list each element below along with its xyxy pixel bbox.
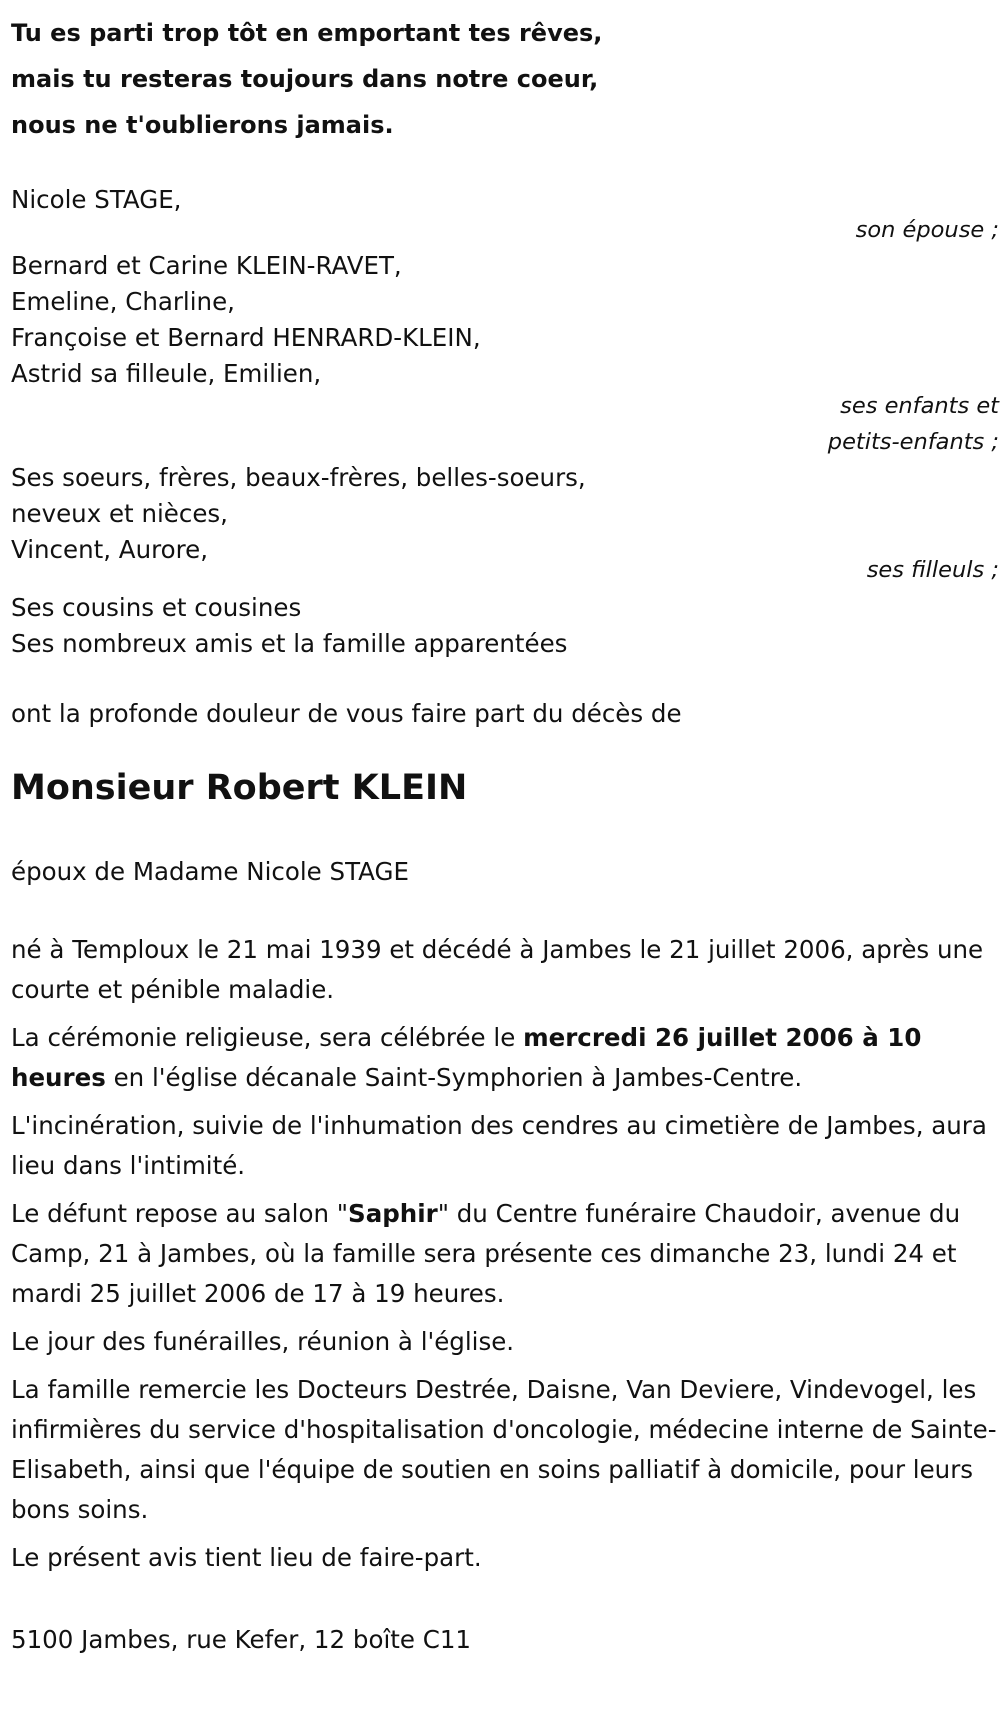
epigraph-line: mais tu resteras toujours dans notre coeur,: [11, 65, 599, 93]
thanks-paragraph: La famille remercie les Docteurs Destrée, Daisne, Van Deviere, Vindevogel, les infirmières du service d'hospitalisation d'oncologie, médecine interne de Sainte-Elisabeth, ainsi que l'équipe de soutien en soins palliatif à domicile, pour leurs bons soins.: [11, 1375, 997, 1524]
announcement-intro: ont la profonde douleur de vous faire part du décès de: [11, 699, 682, 728]
birth-death-paragraph: né à Temploux le 21 mai 1939 et décédé à Jambes le 21 juillet 2006, après une courte et pénible maladie.: [11, 935, 984, 1004]
spouse-name: Nicole STAGE,: [11, 185, 182, 214]
family-line: Bernard et Carine KLEIN-RAVET,: [11, 251, 402, 280]
ceremony-datetime: mercredi 26 juillet 2006 à 10 heures: [11, 1023, 922, 1092]
ceremony-location: en l'église décanale Saint-Symphorien à Jambes-Centre.: [105, 1063, 803, 1092]
children-role: petits-enfants ;: [827, 429, 999, 455]
family-children: [11, 246, 997, 394]
family-line: Ses cousins et cousines: [11, 593, 302, 622]
notice-paragraph: Le présent avis tient lieu de faire-part.: [11, 1543, 482, 1572]
epigraph-line: Tu es parti trop tôt en emportant tes rêves,: [11, 19, 603, 47]
family-line: Françoise et Bernard HENRARD-KLEIN,: [11, 323, 481, 352]
family-line: Ses soeurs, frères, beaux-frères, belles-soeurs,: [11, 463, 586, 492]
epigraph: [11, 10, 997, 148]
ceremony-text: La cérémonie religieuse, sera célébrée le: [11, 1023, 524, 1052]
rest-paragraph: [11, 1194, 997, 1314]
rest-details: " du Centre funéraire Chaudoir, avenue du Camp, 21 à Jambes, où la famille sera présente ces dimanche 23, lundi 24 et mardi 25 juillet 2006 de 17 à 19 heures.: [11, 1199, 961, 1308]
obituary-notice: [11, 10, 997, 1660]
children-role: ses enfants et: [840, 393, 999, 419]
meeting-paragraph: Le jour des funérailles, réunion à l'église.: [11, 1327, 515, 1356]
family-line: Astrid sa filleule, Emilien,: [11, 359, 322, 388]
ceremony-paragraph: [11, 1018, 997, 1098]
family-line: Ses nombreux amis et la famille apparentées: [11, 629, 568, 658]
family-line: neveux et nièces,: [11, 499, 228, 528]
salon-name: Saphir: [348, 1199, 438, 1228]
family-others: [11, 588, 997, 664]
spouse-role: son épouse ;: [855, 217, 999, 243]
family-address: 5100 Jambes, rue Kefer, 12 boîte C11: [11, 1625, 471, 1654]
deceased-name: Monsieur Robert KLEIN: [11, 768, 468, 808]
incineration-paragraph: L'incinération, suivie de l'inhumation des cendres au cimetière de Jambes, aura lieu dans l'intimité.: [11, 1111, 987, 1180]
family-line: Vincent, Aurore,: [11, 535, 209, 564]
rest-text: Le défunt repose au salon ": [11, 1199, 349, 1228]
family-line: Emeline, Charline,: [11, 287, 235, 316]
godchildren-role: ses filleuls ;: [866, 557, 999, 583]
epigraph-line: nous ne t'oublierons jamais.: [11, 111, 394, 139]
spouse-of: époux de Madame Nicole STAGE: [11, 857, 409, 886]
